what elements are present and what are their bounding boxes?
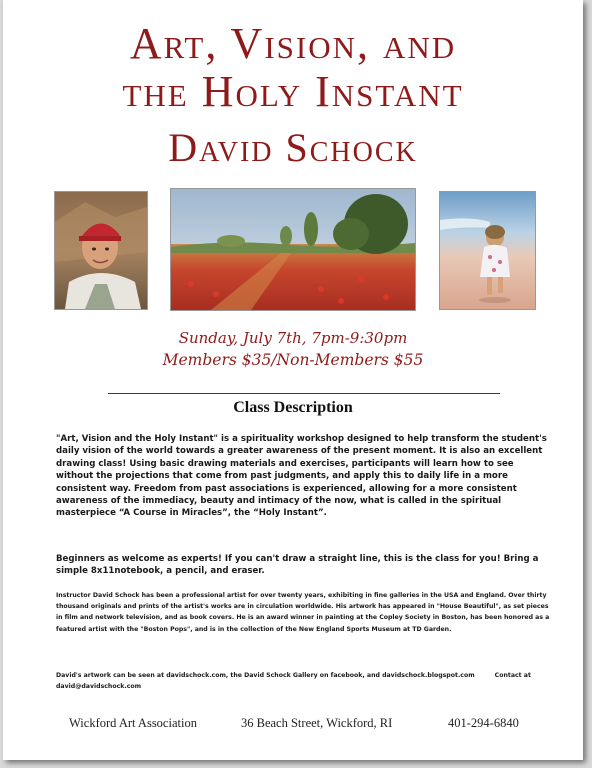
beach-child-painting <box>439 191 536 310</box>
artist-name: David Schock <box>168 125 418 170</box>
section-divider <box>108 393 500 394</box>
event-datetime: Sunday, July 7th, 7pm-9:30pm <box>178 329 408 347</box>
instructor-bio-paragraph: Instructor David Schock has been a professional artist for over twenty years, exhibiting in fine galleries in the USA and England. Over thirty thousand originals and prints of the artist's works are in circulation worldwide. His artwork has appeared in "House Beautiful", as set pieces in film and network television, and as book covers. He is an award winner in painting at the Copley Society in Boston, has been honored as a featured artist with the "Boston Pops", and is in the collection of the New England Sports Museum at TD Garden. <box>56 592 550 633</box>
section-heading: Class Description <box>233 399 353 416</box>
flyer-page <box>3 0 583 760</box>
title-line-1: Art, Vision, and <box>129 19 457 68</box>
footer-phone: 401-294-6840 <box>448 716 519 730</box>
title-line-2: the Holy Instant <box>122 67 464 116</box>
footer-organization: Wickford Art Association <box>69 716 197 730</box>
contact-email: Contact at david@davidschock.com <box>56 672 531 690</box>
beginners-paragraph: Beginners as welcome as experts! If you can't draw a straight line, this is the class for you! Bring a simple 8x11notebook, a pencil, and eraser. <box>56 554 539 577</box>
artwork-links-paragraph <box>56 670 551 692</box>
poppy-field-painting <box>170 188 416 311</box>
artwork-links-text: David's artwork can be seen at davidschock.com, the David Schock Gallery on facebook, and davidschock.blogspot.com <box>56 672 475 679</box>
footer-address: 36 Beach Street, Wickford, RI <box>241 716 393 730</box>
artist-portrait-photo <box>54 191 148 310</box>
event-price: Members $35/Non-Members $55 <box>162 351 424 369</box>
description-paragraph: "Art, Vision and the Holy Instant" is a spirituality workshop designed to help transform the student's daily vision of the world towards a greater awareness of the present moment. It is also an excellent drawing class! Using basic drawing materials and exercises, participants will learn how to see without the projections that come from past judgments, and apply this to daily life in a more consistent way. Freedom from past associations is experienced, allowing for a more consistent awareness of the immediacy, beauty and intimacy of the now, what is called in the spiritual masterpiece “A Course in Miracles”, the “Holy Instant”. <box>56 434 547 519</box>
